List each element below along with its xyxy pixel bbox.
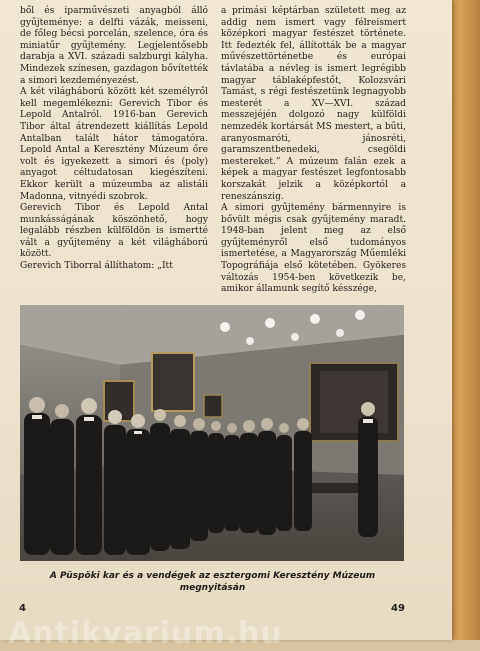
photograph-image xyxy=(20,305,404,561)
text-column-left: ből és iparművészeti anyagból álló gyűjteménye: a delfti vázák, meisseni, de főleg bécsi porcelán, szelence, óra és miniatűr gyűjtemény. Legjelentősebb darabja a XVI. századi salzburgi kályha. Mindezek színesen, gazdagon bővítették a simori kezdeményezést. A két világháború között két személyről kell megemlékezni: Gerevich Tibor és Lepold Antalról. 1916-ban Gerevich Tibor által átrendezett kiállítás Lepold Antalban talált hátor támogatóra. Lepold Antal a Keresztény Múzeum őre volt és igyekezett a simori és (poly) anyagot céltudatosan kiegészíteni. Ekkor került a múzeumba az alistáli Madonna, vitnyédi szobrok. Gerevich Tibor és Lepold Antal munkásságának köszönhető, hogy legalább részben külföldön is ismertté vált a gyűjtemény a két világháború között. Gerevich Tiborral állíthatom: „Itt xyxy=(20,6,208,272)
photo-caption: A Püspöki kar és a vendégek az esztergomi Keresztény Múzeum megnyitásán xyxy=(49,571,376,593)
museum-opening-photograph xyxy=(20,305,404,561)
text-column-right: a primási képtárban született meg az addig nem ismert vagy félreismert középkori magyar festészet története. Itt fedezték fel, állították be a magyar művészettörténetbe és európai távlatába a névleg is ismert legrégibb magyar táblaképfestőt, Kolozsvári Tamást, s régi festészetünk legnagyobb mesterét a XV—XVI. század messzejéjén dolgozó nagy külföldi nemzedék kortársát MS mestert, a bűti, aranyosmaróti, jánosréti, garamszentbenedeki, csegöldi mestereket.” A múzeum falán ezek a képek a magyar festészet legfontosabb korszakát jelzik a középkortól a reneszánszig. A simori gyűjtemény bármennyire is bővült mégis csak gyűjtemény maradt. 1948-ban jelent meg az első gyűjteményről első tudományos ismertetése, a Magyarország Műemléki Topográfiája első kötetében. Gyökeres változás 1954-ben következik be, amikor államunk segítő késszége, xyxy=(221,6,406,295)
watermark-text: Antikvarium.hu xyxy=(8,616,283,651)
page-number-right: 49 xyxy=(391,603,405,614)
page-number-left: 4 xyxy=(19,603,26,614)
